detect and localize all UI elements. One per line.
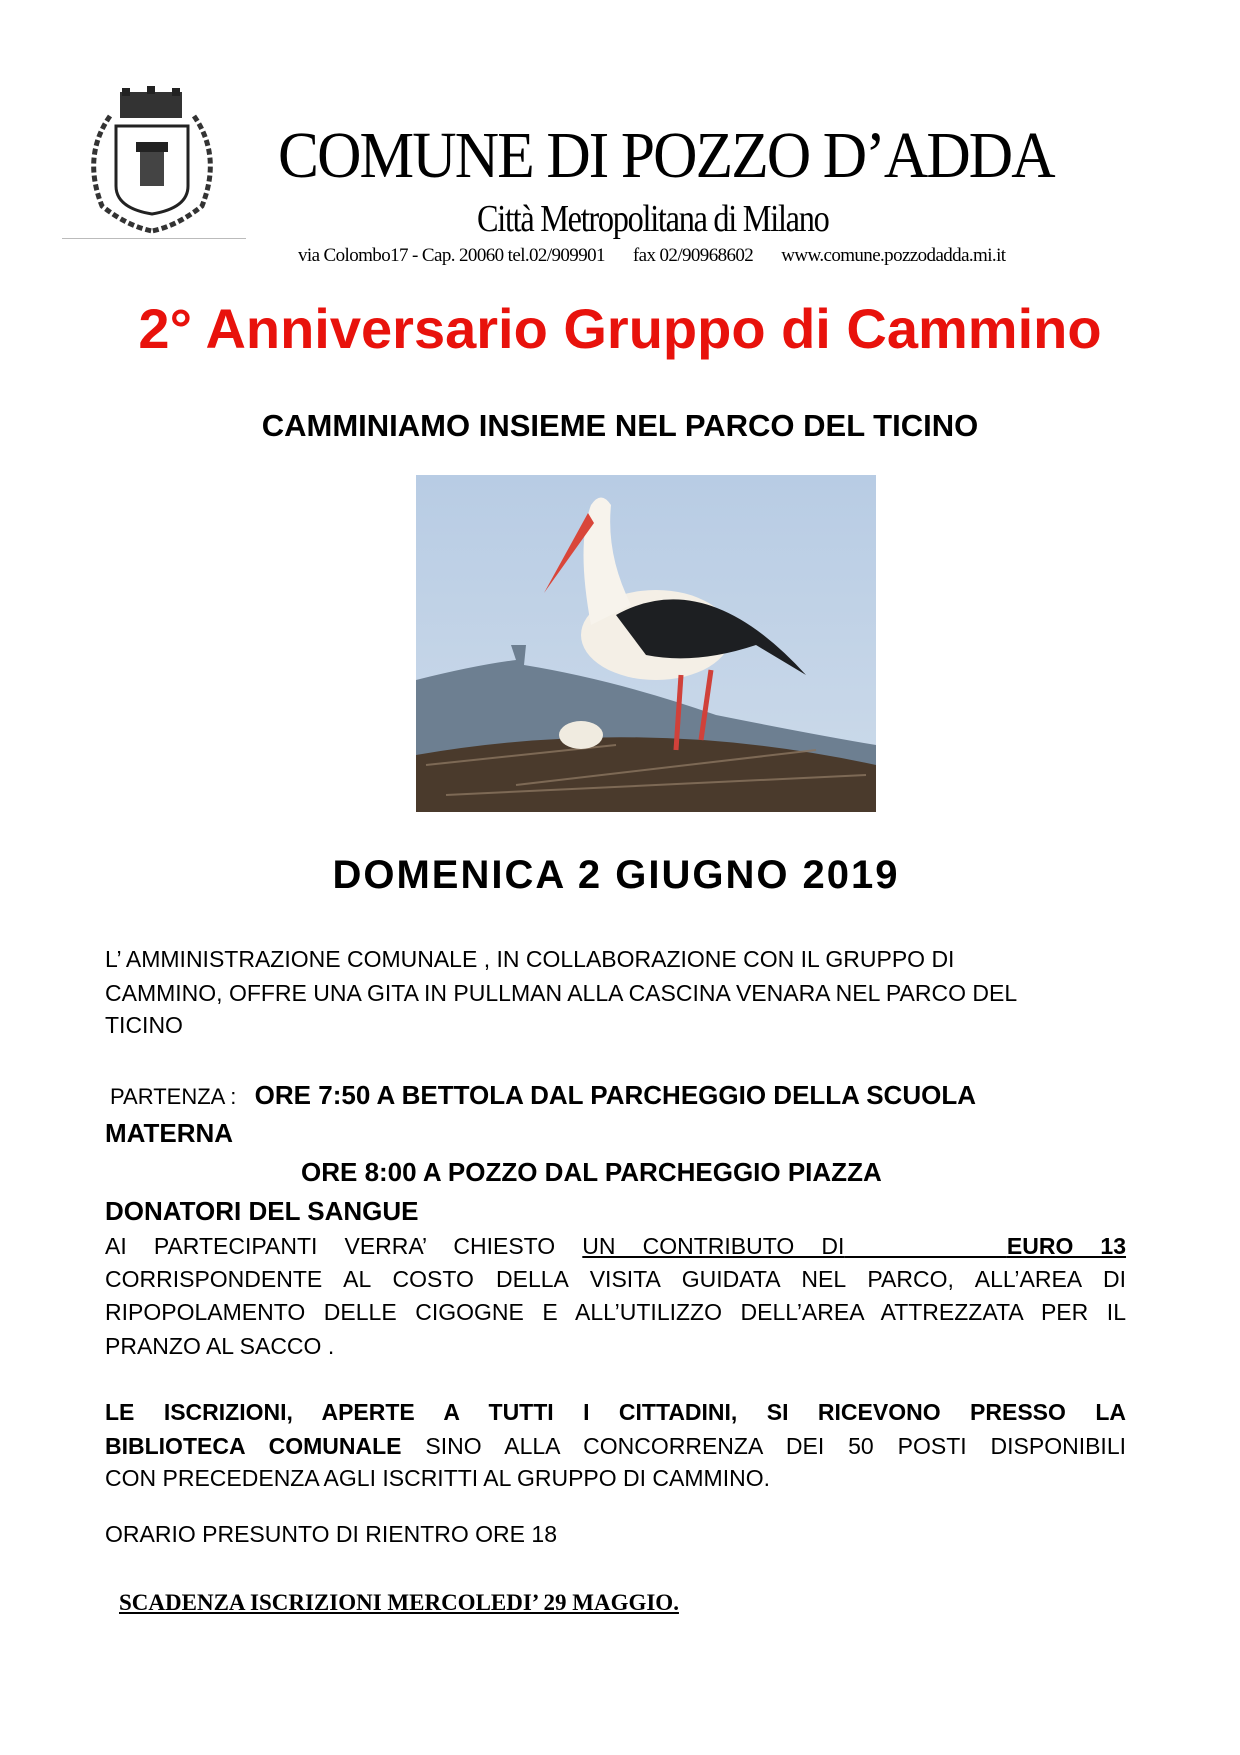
- municipality-name: COMUNE DI POZZO D’ADDA: [278, 119, 1054, 192]
- intro-line: L’ AMMINISTRAZIONE COMUNALE , IN COLLABORAZIONE CON IL GRUPPO DI: [105, 946, 955, 972]
- contribution-line: [105, 1233, 1126, 1260]
- contribution-amount: EURO 13: [1006, 1233, 1127, 1259]
- registration-line: CON PRECEDENZA AGLI ISCRITTI AL GRUPPO DI CAMMINO.: [105, 1465, 770, 1491]
- website: www.comune.pozzodadda.mi.it: [781, 245, 1006, 266]
- departure-label: PARTENZA :: [110, 1084, 237, 1109]
- registration-line: LE ISCRIZIONI, APERTE A TUTTI I CITTADINI, SI RICEVONO PRESSO LA: [105, 1399, 1126, 1425]
- registration-text: SINO ALLA CONCORRENZA DEI 50 POSTI DISPONIBILI: [425, 1433, 1127, 1459]
- contribution-line: CORRISPONDENTE AL COSTO DELLA VISITA GUIDATA NEL PARCO, ALL’AREA DI: [105, 1266, 1126, 1292]
- address: via Colombo17 - Cap. 20060 tel.02/909901: [298, 245, 605, 266]
- contact-info: [298, 245, 1033, 267]
- event-title: 2° Anniversario Gruppo di Cammino: [138, 297, 1102, 360]
- library-name: BIBLIOTECA COMUNALE: [105, 1433, 402, 1459]
- municipal-coat-of-arms-logo: [72, 86, 232, 236]
- logo-divider: [62, 238, 246, 239]
- return-time: ORARIO PRESUNTO DI RIENTRO ORE 18: [105, 1521, 557, 1547]
- registration-line: [105, 1433, 1126, 1460]
- contribution-underlined: [582, 1233, 1126, 1259]
- contribution-text: AI PARTECIPANTI VERRA’ CHIESTO: [105, 1233, 556, 1259]
- fax: fax 02/90968602: [632, 245, 754, 266]
- departure-time-1: ORE 7:50 A BETTOLA DAL PARCHEGGIO DELLA SCUOLA: [254, 1080, 976, 1110]
- event-subtitle: CAMMINIAMO INSIEME NEL PARCO DEL TICINO: [261, 408, 979, 443]
- departure-1-cont: MATERNA: [105, 1118, 234, 1148]
- event-date: DOMENICA 2 GIUGNO 2019: [332, 853, 900, 897]
- stork-photo: [416, 475, 876, 812]
- contribution-line: RIPOPOLAMENTO DELLE CIGOGNE E ALL’UTILIZZO DELL’AREA ATTREZZATA PER IL: [105, 1299, 1126, 1325]
- departure-1: [110, 1080, 1131, 1111]
- metropolitan-city: Città Metropolitana di Milano: [477, 198, 829, 240]
- intro-line: CAMMINO, OFFRE UNA GITA IN PULLMAN ALLA CASCINA VENARA NEL PARCO DEL: [105, 980, 1018, 1006]
- departure-time-2: ORE 8:00 A POZZO DAL PARCHEGGIO PIAZZA: [301, 1157, 882, 1187]
- intro-line: TICINO: [105, 1012, 183, 1038]
- departure-2-cont: DONATORI DEL SANGUE: [105, 1196, 419, 1226]
- registration-deadline: SCADENZA ISCRIZIONI MERCOLEDI’ 29 MAGGIO.: [119, 1590, 679, 1615]
- contribution-amount-label: UN CONTRIBUTO DI: [582, 1233, 845, 1259]
- contribution-line: PRANZO AL SACCO .: [105, 1333, 335, 1359]
